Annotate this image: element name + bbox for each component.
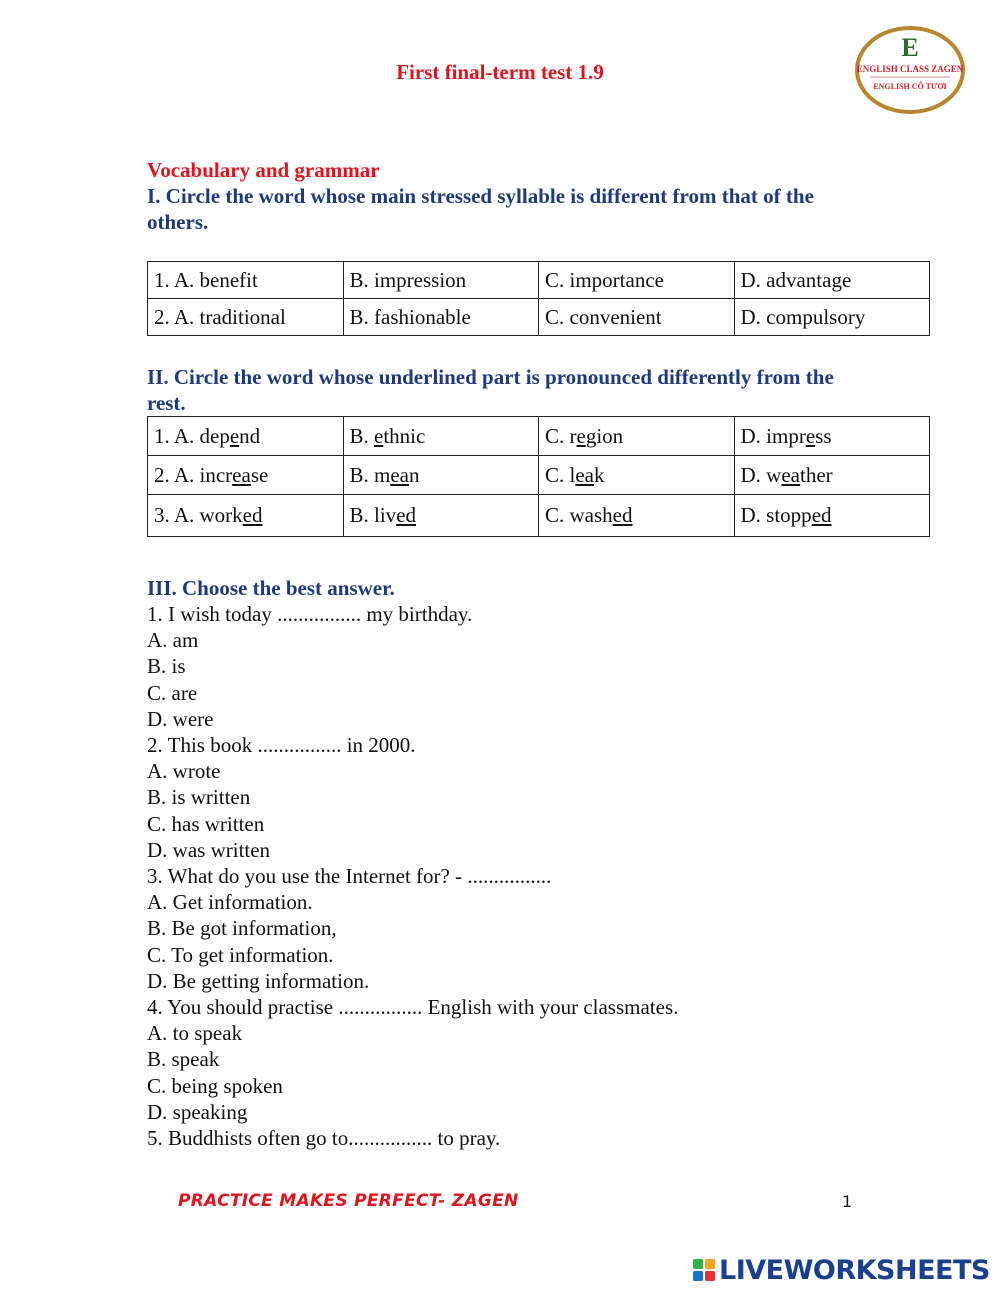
answer-option[interactable]: B. is written <box>147 785 251 810</box>
question-line: 4. You should practise ................ English with your classmates. <box>147 995 679 1020</box>
section-heading-vocab: Vocabulary and grammar <box>147 158 380 182</box>
part3-heading: III. Choose the best answer. <box>147 576 395 600</box>
option-cell[interactable]: 1. A. benefit <box>148 262 344 299</box>
answer-option[interactable]: D. speaking <box>147 1099 248 1124</box>
option-cell[interactable]: 2. A. traditional <box>148 299 344 336</box>
logo-letter: E <box>901 33 919 62</box>
answer-option[interactable]: C. has written <box>147 811 265 836</box>
answer-option[interactable]: C. being spoken <box>147 1073 283 1098</box>
answer-option[interactable]: A. wrote <box>147 759 221 784</box>
footer-motto: PRACTICE MAKES PERFECT- ZAGEN <box>178 1191 519 1211</box>
answer-option[interactable]: A. to speak <box>147 1021 243 1046</box>
option-cell[interactable]: D. stopped <box>734 495 930 537</box>
option-cell[interactable]: D. compulsory <box>734 299 930 336</box>
answer-option[interactable]: B. Be got information, <box>147 916 337 941</box>
table-row <box>148 262 930 299</box>
option-cell[interactable]: C. convenient <box>539 299 735 336</box>
answer-option[interactable]: D. Be getting information. <box>147 968 370 993</box>
underlined-part: ed <box>396 503 417 527</box>
option-cell[interactable]: B. ethnic <box>343 417 539 456</box>
brand-text: LIVEWORKSHEETS <box>719 1254 990 1286</box>
table-row <box>148 417 930 456</box>
underlined-part: ed <box>612 503 633 527</box>
option-cell[interactable]: C. region <box>539 417 735 456</box>
question-line: 5. Buddhists often go to................ to pray. <box>147 1126 501 1151</box>
answer-option[interactable]: C. are <box>147 680 198 705</box>
part1-heading: I. Circle the word whose main stressed syllable is different from that of the others. <box>147 184 814 234</box>
part2-heading: II. Circle the word whose underlined part is pronounced differently from the rest. <box>147 365 834 415</box>
answer-option[interactable]: B. is <box>147 654 186 679</box>
liveworksheets-brand[interactable] <box>693 1254 990 1286</box>
question-line: 1. I wish today ................ my birthday. <box>147 602 473 626</box>
underlined-part: ea <box>390 462 409 487</box>
zagen-logo <box>852 24 968 116</box>
answer-option[interactable]: C. To get information. <box>147 942 334 967</box>
option-cell[interactable]: D. advantage <box>734 262 930 299</box>
option-cell[interactable]: B. lived <box>343 495 539 537</box>
underlined-part: e <box>229 423 240 448</box>
document-title: First final-term test 1.9 <box>396 60 604 84</box>
logo-line1: ENGLISH CLASS ZAGEN <box>856 64 964 74</box>
page-number: 1 <box>842 1192 853 1211</box>
part2-table <box>147 416 930 537</box>
table-row <box>148 299 930 336</box>
underlined-part: e <box>576 423 586 448</box>
multiple-choice-list <box>147 601 867 1151</box>
liveworksheets-icon <box>693 1259 715 1281</box>
option-cell[interactable]: C. importance <box>539 262 735 299</box>
part1-table <box>147 261 930 336</box>
zagen-logo-badge <box>852 24 968 116</box>
question-line: 2. This book ................ in 2000. <box>147 733 416 758</box>
option-cell[interactable]: 1. A. depend <box>148 417 344 456</box>
option-cell[interactable]: D. weather <box>734 456 930 495</box>
underlined-part: ed <box>242 503 263 527</box>
answer-option[interactable]: A. am <box>147 628 199 653</box>
logo-line2: ENGLISH CÔ TƯƠI <box>873 82 947 91</box>
underlined-part: ed <box>811 503 832 527</box>
option-cell[interactable]: C. leak <box>539 456 735 495</box>
answer-option[interactable]: B. speak <box>147 1047 220 1072</box>
underlined-part: e <box>805 423 816 448</box>
option-cell[interactable]: B. fashionable <box>343 299 539 336</box>
answer-option[interactable]: D. were <box>147 706 214 731</box>
option-cell[interactable]: B. impression <box>343 262 539 299</box>
underlined-part: e <box>374 423 384 448</box>
option-cell[interactable]: C. washed <box>539 495 735 537</box>
underlined-part: ea <box>781 462 800 487</box>
table-row <box>148 495 930 537</box>
underlined-part: ea <box>575 462 594 487</box>
answer-option[interactable]: A. Get information. <box>147 890 313 915</box>
option-cell[interactable]: 3. A. worked <box>148 495 344 537</box>
option-cell[interactable]: B. mean <box>343 456 539 495</box>
answer-option[interactable]: D. was written <box>147 837 271 862</box>
question-line: 3. What do you use the Internet for? - ................ <box>147 864 552 889</box>
option-cell[interactable]: D. impress <box>734 417 930 456</box>
underlined-part: ea <box>232 462 251 487</box>
option-cell[interactable]: 2. A. increase <box>148 456 344 495</box>
table-row <box>148 456 930 495</box>
